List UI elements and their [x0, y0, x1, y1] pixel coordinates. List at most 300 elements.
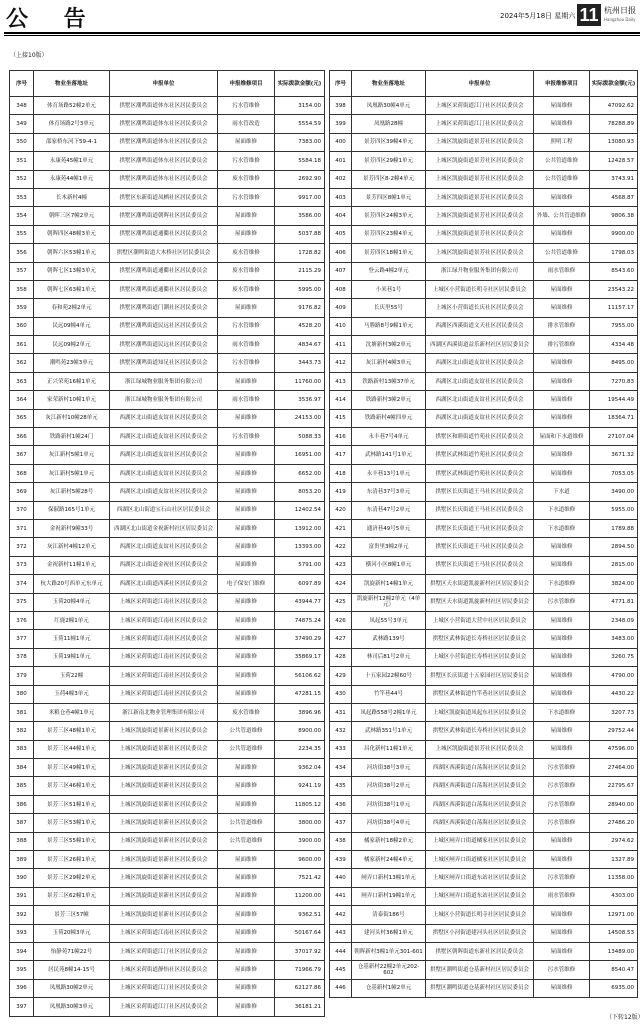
continued-from-note: （上接10版）	[10, 52, 48, 59]
cell-address: 长木新村4幢	[34, 188, 110, 206]
cell-no: 354	[10, 207, 34, 225]
cell-amount: 5791.00	[275, 556, 325, 574]
cell-no: 383	[10, 740, 34, 758]
cell-project: 废水管维修	[218, 280, 275, 298]
cell-project: 屋面维修	[218, 483, 275, 501]
table-row	[330, 133, 638, 151]
cell-amount: 37017.92	[275, 942, 325, 960]
cell-no: 404	[330, 207, 352, 225]
table-row	[10, 759, 325, 777]
cell-address: 橘家新村18幢2单元	[352, 832, 426, 850]
cell-address: 凤凰路30幢3单元	[34, 998, 110, 1016]
cell-address: 景芳四区29幢1单元	[352, 152, 426, 170]
cell-amount: 24153.00	[275, 409, 325, 427]
cell-address: 永康苑44幢1单元	[34, 170, 110, 188]
cell-project: 屋面维修	[218, 299, 275, 317]
cell-project: 屋面维修	[534, 188, 590, 206]
cell-project: 屋面维修	[218, 942, 275, 960]
cell-project: 雨水管维修	[218, 336, 275, 354]
cell-project: 屋面维修	[534, 611, 590, 629]
table-row	[10, 814, 325, 832]
cell-no: 391	[10, 887, 34, 905]
cell-address: 景芳四区18幢1单元	[352, 244, 426, 262]
cell-address: 民远09幢4单元	[34, 317, 110, 335]
cell-no: 373	[10, 556, 34, 574]
cell-project: 屋面维修	[534, 409, 590, 427]
cell-amount: 7053.05	[590, 464, 638, 482]
cell-applicant: 上城区凯旋街道景新社区居民委员会	[110, 832, 218, 850]
cell-project: 屋面维修	[534, 630, 590, 648]
cell-no: 422	[330, 538, 352, 556]
cell-applicant: 拱墅区东新街道凤栖社区居民委员会	[110, 188, 218, 206]
cell-project: 屋面维修	[218, 667, 275, 685]
cell-no: 442	[330, 906, 352, 924]
cell-applicant: 西湖区西溪街道白荡海社区居民委员会	[426, 777, 534, 795]
table-row	[10, 391, 325, 409]
cell-no: 388	[10, 832, 34, 850]
cell-address: 凯旋新村12幢2单元（4单元）	[352, 593, 426, 611]
cell-amount: 3900.00	[275, 832, 325, 850]
table-row	[10, 317, 325, 335]
table-row	[10, 280, 325, 298]
cell-no: 403	[330, 188, 352, 206]
table-row	[330, 115, 638, 133]
table-row	[10, 428, 325, 446]
cell-no: 424	[330, 575, 352, 593]
cell-applicant: 上城区采荷街道江南社区居民委员会	[110, 685, 218, 703]
cell-amount: 8495.00	[590, 354, 638, 372]
issue-date: 2024年5月18日	[500, 12, 553, 20]
cell-address: 十五家园22幢60号	[352, 667, 426, 685]
table-row	[10, 906, 325, 924]
cell-applicant: 拱墅区长庆街道王马社区居民委员会	[426, 538, 534, 556]
cell-project: 污水管维修	[218, 354, 275, 372]
table-row	[330, 722, 638, 740]
cell-applicant: 拱墅区潮鸣街道体东社区居民委员会	[110, 115, 218, 133]
cell-applicant: 拱墅区武林街道长寿桥社区居民委员会	[426, 722, 534, 740]
cell-applicant: 西湖区北山街道友谊社区居民委员会	[110, 483, 218, 501]
cell-address: 体育场路52幢2单元	[34, 97, 110, 115]
cell-project: 屋面维修	[218, 685, 275, 703]
cell-applicant: 拱墅区武林街道竹竿巷社区居民委员会	[426, 685, 534, 703]
cell-address: 清泰街186号	[352, 906, 426, 924]
cell-address: 朝晖三区7幢2单元	[34, 207, 110, 225]
cell-project: 屋面维修	[218, 851, 275, 869]
cell-address: 景芳三区57幢	[34, 906, 110, 924]
cell-project: 雨水管维修	[218, 391, 275, 409]
cell-project: 下水道维修	[534, 703, 590, 721]
cell-no: 435	[330, 777, 352, 795]
table-row	[330, 336, 638, 354]
cell-address: 通济巷49号5单元	[352, 519, 426, 537]
cell-amount: 74875.24	[275, 611, 325, 629]
cell-no: 362	[10, 354, 34, 372]
cell-no: 398	[330, 97, 352, 115]
cell-project: 雨水管维修	[534, 262, 590, 280]
cell-address: 正兴荣苑16幢1单元	[34, 372, 110, 390]
cell-amount: 2974.62	[590, 832, 638, 850]
table-row	[10, 593, 325, 611]
cell-project: 屋面维修	[218, 979, 275, 997]
cell-amount: 7270.83	[590, 372, 638, 390]
cell-address: 建河头村36幢1单元	[352, 924, 426, 942]
table-row	[330, 354, 638, 372]
table-header-row	[330, 71, 638, 97]
cell-no: 360	[10, 317, 34, 335]
cell-no: 375	[10, 593, 34, 611]
cell-amount: 9917.00	[275, 188, 325, 206]
cell-applicant: 西湖区北山街道金祝新村社区居民委员会	[110, 519, 218, 537]
cell-amount: 78288.89	[590, 115, 638, 133]
cell-applicant: 拱墅区武林街道竹苑社区居民委员会	[426, 446, 534, 464]
cell-address: 凤凰路28幢	[352, 115, 426, 133]
cell-no: 415	[330, 409, 352, 427]
header-rule-thin	[4, 35, 640, 36]
table-row	[10, 924, 325, 942]
cell-address: 米粮仓巷4幢1单元	[34, 703, 110, 721]
cell-address: 杭大路20号西单元东单元	[34, 575, 110, 593]
cell-no: 378	[10, 648, 34, 666]
cell-no: 374	[10, 575, 34, 593]
cell-amount: 9176.82	[275, 299, 325, 317]
cell-amount: 27464.00	[590, 759, 638, 777]
cell-no: 357	[10, 262, 34, 280]
cell-applicant: 上城区采荷街道静怡社区居民委员会	[110, 961, 218, 979]
cell-no: 368	[10, 464, 34, 482]
cell-project: 屋面维修	[534, 924, 590, 942]
cell-no: 409	[330, 299, 352, 317]
table-row	[330, 795, 638, 813]
table-row	[10, 942, 325, 960]
grant-table-left	[9, 70, 325, 1017]
table-row	[10, 409, 325, 427]
cell-no: 366	[10, 428, 34, 446]
cell-no: 358	[10, 280, 34, 298]
cell-project: 公共管道维修	[218, 722, 275, 740]
page-header	[0, 0, 644, 32]
cell-applicant: 上城区闸弄口街道东站社区居民委员会	[426, 887, 534, 905]
cell-project: 屋面维修	[218, 869, 275, 887]
cell-project: 屋面维修	[218, 593, 275, 611]
grant-table-right	[329, 70, 638, 998]
cell-address: 朝晖新村3幢1单元301-601	[352, 942, 426, 960]
cell-no: 445	[330, 961, 352, 979]
cell-project: 屋面维修	[534, 667, 590, 685]
cell-address: 昌化新村11幢1单元	[352, 740, 426, 758]
cell-amount: 27486.20	[590, 814, 638, 832]
table-row	[10, 667, 325, 685]
cell-applicant: 拱墅区潮鸣街道通衢社区居民委员会	[110, 262, 218, 280]
cell-address: 长庆里55号	[352, 299, 426, 317]
cell-applicant: 上城区凯旋街道景芳社区居民委员会	[426, 244, 534, 262]
table-row	[10, 740, 325, 758]
cell-no: 376	[10, 611, 34, 629]
cell-no: 419	[330, 483, 352, 501]
cell-no: 367	[10, 446, 34, 464]
table-row	[330, 152, 638, 170]
cell-project: 屋面维修	[534, 372, 590, 390]
cell-project: 屋面维修	[218, 556, 275, 574]
cell-address: 玉荷22幢	[34, 667, 110, 685]
cell-project: 下水道维修	[534, 501, 590, 519]
cell-project: 屋面维修	[218, 464, 275, 482]
cell-no: 351	[10, 152, 34, 170]
cell-amount: 11358.00	[590, 869, 638, 887]
cell-project: 污水管维修	[534, 759, 590, 777]
cell-applicant: 上城区小营街道长庆社区居民委员会	[426, 299, 534, 317]
cell-project: 污水管维修	[218, 188, 275, 206]
cell-amount: 7383.00	[275, 133, 325, 151]
cell-project: 屋面维修	[534, 354, 590, 372]
cell-address: 春和苑2幢2单元	[34, 299, 110, 317]
continued-to-note: （下转12版）	[606, 1014, 644, 1021]
table-row	[330, 703, 638, 721]
cell-address: 灰江新村4幢12单元	[34, 538, 110, 556]
cell-address: 闸弄口新村19幢1单元	[352, 887, 426, 905]
cell-amount: 47092.62	[590, 97, 638, 115]
cell-no: 427	[330, 630, 352, 648]
cell-amount: 47281.15	[275, 685, 325, 703]
cell-project: 污水管维修	[534, 777, 590, 795]
cell-no: 410	[330, 317, 352, 335]
col-header-address: 物业坐落地址	[34, 71, 110, 97]
cell-no: 387	[10, 814, 34, 832]
cell-no: 411	[330, 336, 352, 354]
cell-no: 386	[10, 795, 34, 813]
table-row	[10, 556, 325, 574]
table-row	[10, 501, 325, 519]
cell-project: 屋面维修	[218, 519, 275, 537]
cell-no: 350	[10, 133, 34, 151]
table-row	[10, 262, 325, 280]
cell-applicant: 西湖区北山街道友谊社区居民委员会	[426, 354, 534, 372]
cell-project: 照明工程	[534, 133, 590, 151]
cell-project: 污水管维修	[534, 961, 590, 979]
cell-address: 金祝新村11幢1单元	[34, 556, 110, 574]
cell-address: 玉荷20幢3单元	[34, 924, 110, 942]
cell-no: 365	[10, 409, 34, 427]
cell-project: 屋面和下水道维修	[534, 428, 590, 446]
table-row	[10, 519, 325, 537]
cell-applicant: 上城区凯旋街道景芳社区居民委员会	[426, 152, 534, 170]
cell-address: 玉荷11幢1单元	[34, 630, 110, 648]
cell-applicant: 上城区凯旋街道景芳社区居民委员会	[426, 740, 534, 758]
cell-no: 436	[330, 795, 352, 813]
cell-project: 屋面维修	[534, 556, 590, 574]
cell-applicant: 拱墅区潮鸣街道仓基新村社区居民委员会	[426, 979, 534, 997]
cell-applicant: 上城区凯旋街道景新社区居民委员会	[110, 887, 218, 905]
cell-project: 屋面维修	[534, 446, 590, 464]
table-row	[10, 832, 325, 850]
cell-project: 屋面维修	[218, 795, 275, 813]
table-row	[330, 832, 638, 850]
cell-no: 439	[330, 851, 352, 869]
cell-no: 379	[10, 667, 34, 685]
cell-applicant: 拱墅区潮鸣街道体东社区居民委员会	[110, 170, 218, 188]
cell-applicant: 上城区闸弄口街道橘家社区居民委员会	[426, 851, 534, 869]
cell-amount: 3490.00	[590, 483, 638, 501]
cell-project: 屋面维修	[534, 832, 590, 850]
cell-applicant: 拱墅区潮鸣街道民远社区居民委员会	[110, 336, 218, 354]
cell-project: 公共管道维修	[534, 170, 590, 188]
cell-no: 385	[10, 777, 34, 795]
cell-amount: 1789.88	[590, 519, 638, 537]
cell-applicant: 西湖区北山街道友谊社区居民委员会	[426, 409, 534, 427]
cell-applicant: 上城区采荷街道江汀社区居民委员会	[110, 998, 218, 1016]
cell-amount: 13912.00	[275, 519, 325, 537]
cell-project: 屋面维修	[534, 538, 590, 556]
cell-address: 永丰巷7号4单元	[352, 428, 426, 446]
cell-no: 396	[10, 979, 34, 997]
cell-project: 屋面维修	[218, 446, 275, 464]
cell-address: 保俶路165号1单元	[34, 501, 110, 519]
cell-address: 家荣新村10幢1单元	[34, 391, 110, 409]
cell-project: 污水管维修	[534, 869, 590, 887]
cell-address: 景芳四区24幢3单元	[352, 207, 426, 225]
cell-applicant: 上城区凯旋街道景新社区居民委员会	[110, 851, 218, 869]
cell-applicant: 西湖区西溪街道白荡海社区居民委员会	[426, 795, 534, 813]
table-row	[10, 299, 325, 317]
cell-project: 污水管维修	[218, 317, 275, 335]
cell-applicant: 上城区凯旋街道景芳社区居民委员会	[426, 207, 534, 225]
cell-no: 393	[10, 924, 34, 942]
cell-amount: 3743.91	[590, 170, 638, 188]
cell-amount: 6652.00	[275, 464, 325, 482]
cell-project: 屋面维修	[218, 611, 275, 629]
table-row	[330, 225, 638, 243]
cell-amount: 22795.67	[590, 777, 638, 795]
cell-applicant: 上城区采荷街道江南社区居民委员会	[110, 667, 218, 685]
cell-amount: 3443.73	[275, 354, 325, 372]
cell-amount: 9600.00	[275, 851, 325, 869]
table-row	[330, 611, 638, 629]
cell-no: 382	[10, 722, 34, 740]
cell-project: 屋面维修	[218, 998, 275, 1016]
cell-project: 屋面维修	[218, 777, 275, 795]
cell-amount: 3536.97	[275, 391, 325, 409]
cell-amount: 12971.00	[590, 906, 638, 924]
table-row	[330, 207, 638, 225]
cell-project: 电子保安门维修	[218, 575, 275, 593]
cell-amount: 9362.04	[275, 759, 325, 777]
cell-applicant: 西湖区北山街道宝石山社区居民委员会	[110, 501, 218, 519]
cell-project: 屋面维修	[534, 225, 590, 243]
cell-address: 金祝新村9幢33号	[34, 519, 110, 537]
cell-address: 景芳三区53幢1单元	[34, 814, 110, 832]
cell-applicant: 西湖区北山街道友谊社区居民委员会	[110, 428, 218, 446]
cell-amount: 7521.42	[275, 869, 325, 887]
cell-amount: 43944.77	[275, 593, 325, 611]
cell-applicant: 拱墅区长庆街道王马社区居民委员会	[426, 483, 534, 501]
table-row	[330, 464, 638, 482]
cell-amount: 5995.00	[275, 280, 325, 298]
cell-amount: 18364.71	[590, 409, 638, 427]
cell-no: 440	[330, 869, 352, 887]
cell-no: 397	[10, 998, 34, 1016]
table-row	[330, 538, 638, 556]
cell-applicant: 上城区采荷街道江南社区居民委员会	[110, 924, 218, 942]
cell-address: 武林路141号1单元	[352, 446, 426, 464]
cell-address: 铁路新村4幢四单元	[352, 409, 426, 427]
cell-address: 凤起55号3单元	[352, 611, 426, 629]
cell-project: 屋面维修	[218, 501, 275, 519]
cell-amount: 29752.44	[590, 722, 638, 740]
table-row	[330, 759, 638, 777]
table-row	[330, 556, 638, 574]
cell-address: 景芳四区8幢1单元	[352, 188, 426, 206]
cell-address: 灰江新村5幢28号	[34, 483, 110, 501]
cell-project: 污水管维修	[534, 814, 590, 832]
cell-applicant: 上城区凯旋街道景新社区居民委员会	[110, 759, 218, 777]
cell-amount: 2115.29	[275, 262, 325, 280]
cell-project: 屋面维修	[218, 759, 275, 777]
cell-address: 凤起路558号2幢1单元	[352, 703, 426, 721]
cell-address: 东清巷37号3单元	[352, 483, 426, 501]
cell-no: 399	[330, 115, 352, 133]
cell-applicant: 拱墅区潮鸣街道体东社区居民委员会	[110, 133, 218, 151]
cell-project: 雨水管维修	[534, 887, 590, 905]
cell-applicant: 西湖区北山街道西溪社区居民委员会	[110, 575, 218, 593]
cell-amount: 3586.00	[275, 207, 325, 225]
cell-applicant: 拱墅区朝晖街道东新社区居民委员会	[426, 942, 534, 960]
cell-applicant: 拱墅区潮鸣街道通衢社区居民委员会	[110, 225, 218, 243]
table-row	[10, 703, 325, 721]
cell-amount: 9806.38	[590, 207, 638, 225]
cell-no: 437	[330, 814, 352, 832]
cell-no: 349	[10, 115, 34, 133]
cell-amount: 50167.64	[275, 924, 325, 942]
cell-no: 408	[330, 280, 352, 298]
cell-amount: 9241.19	[275, 777, 325, 795]
newspaper-name: 杭州日报	[604, 6, 636, 15]
cell-address: 铁路新村3幢2单元	[352, 391, 426, 409]
cell-amount: 3671.32	[590, 446, 638, 464]
cell-applicant: 上城区闸弄口街道橘家社区居民委员会	[426, 832, 534, 850]
col-header-no: 序号	[330, 71, 352, 97]
cell-applicant: 西湖区北山街道友谊社区居民委员会	[110, 409, 218, 427]
cell-project: 公共管道维修	[218, 832, 275, 850]
cell-applicant: 拱墅区潮鸣街道朝晖社区居民委员会	[110, 207, 218, 225]
table-row	[330, 391, 638, 409]
cell-no: 402	[330, 170, 352, 188]
cell-address: 河坊街38号3单元	[352, 759, 426, 777]
cell-address: 铁路新村13幢37单元	[352, 372, 426, 390]
table-row	[330, 483, 638, 501]
cell-address: 仓基新村22幢2单元202-602	[352, 961, 426, 979]
table-row	[330, 519, 638, 537]
cell-project: 下水道维修	[534, 519, 590, 537]
table-row	[330, 814, 638, 832]
cell-address: 怡静苑71幢22号	[34, 942, 110, 960]
cell-no: 356	[10, 244, 34, 262]
cell-address: 邵家桥东河下59-4-1	[34, 133, 110, 151]
cell-address: 红鹿2幢1单元	[34, 611, 110, 629]
cell-no: 441	[330, 887, 352, 905]
cell-amount: 13393.00	[275, 538, 325, 556]
cell-project: 屋面维修	[534, 685, 590, 703]
cell-no: 426	[330, 611, 352, 629]
cell-amount: 3800.00	[275, 814, 325, 832]
cell-amount: 13080.93	[590, 133, 638, 151]
table-row	[10, 225, 325, 243]
cell-amount: 5088.33	[275, 428, 325, 446]
cell-address: 景芳四区8-2幢4单元	[352, 170, 426, 188]
cell-applicant: 西湖区北山街道友谊社区居民委员会	[110, 446, 218, 464]
cell-address: 河坊街38号2单元	[352, 777, 426, 795]
cell-amount: 8543.60	[590, 262, 638, 280]
cell-applicant: 浙江绿城物业服务集团有限公司	[110, 372, 218, 390]
table-row	[10, 887, 325, 905]
